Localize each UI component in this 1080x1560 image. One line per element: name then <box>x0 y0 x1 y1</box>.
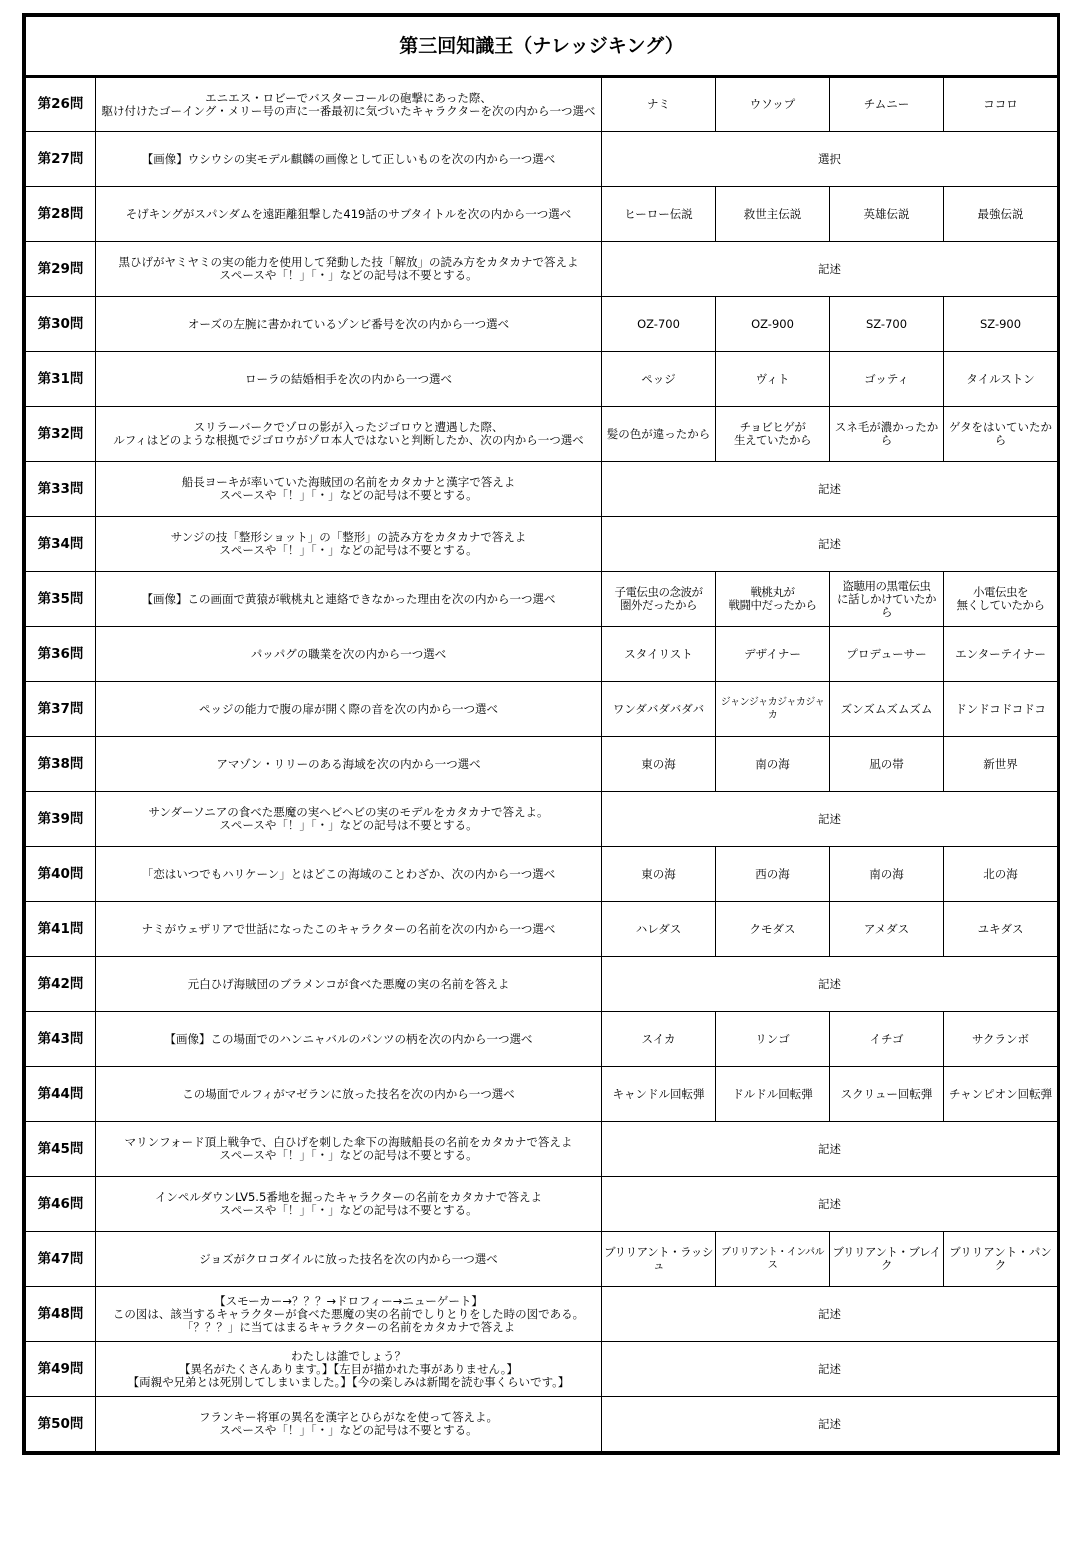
question-text: わたしは誰でしょう？ 【異名がたくさんあります。】【左目が描かれた事がありません。】 【両親や兄弟とは死別してしまいました。】【今の楽しみは新聞を読む事くらいです。】 <box>96 1342 602 1397</box>
question-row <box>26 517 1058 572</box>
answer-option: ブリリアント・ブレイク <box>830 1232 944 1287</box>
answer-option: ジャンジャカジャカジャカ <box>716 682 830 737</box>
answer-option: エンターテイナー <box>944 627 1058 682</box>
question-text: スリラーバークでゾロの影が入ったジゴロウと遭遇した際、 ルフィはどのような根拠でジゴロウがゾロ本人ではないと判断したか、次の内から一つ選べ <box>96 407 602 462</box>
answer-option: デザイナー <box>716 627 830 682</box>
quiz-table <box>25 16 1058 1452</box>
answer-option: ブリリアント・ラッシュ <box>602 1232 716 1287</box>
question-text: 【スモーカー→？？？→ドロフィー→ニューゲート】 この図は、該当するキャラクターが食べた悪魔の実の名前でしりとりをした時の図である。 「？？？」に当てはまるキャラクターの名前をカタカナで答えよ <box>96 1287 602 1342</box>
question-text: マリンフォード頂上戦争で、白ひげを刺した傘下の海賊船長の名前をカタカナで答えよ スペースや「！」「・」などの記号は不要とする。 <box>96 1122 602 1177</box>
answer-option: イチゴ <box>830 1012 944 1067</box>
question-number: 第44問 <box>26 1067 96 1122</box>
answer-option: 戦桃丸が 戦闘中だったから <box>716 572 830 627</box>
answer-format: 記述 <box>602 1122 1058 1177</box>
answer-option: ドルドル回転弾 <box>716 1067 830 1122</box>
question-row <box>26 682 1058 737</box>
question-text: 【画像】ウシウシの実モデル麒麟の画像として正しいものを次の内から一つ選べ <box>96 132 602 187</box>
question-row <box>26 737 1058 792</box>
answer-option: SZ-700 <box>830 297 944 352</box>
answer-option: ブリリアント・パンク <box>944 1232 1058 1287</box>
answer-option: リンゴ <box>716 1012 830 1067</box>
question-row <box>26 957 1058 1012</box>
question-number: 第37問 <box>26 682 96 737</box>
answer-option: ユキダス <box>944 902 1058 957</box>
answer-option: クモダス <box>716 902 830 957</box>
question-row <box>26 1342 1058 1397</box>
answer-format: 記述 <box>602 792 1058 847</box>
question-text: 【画像】この画面で黄猿が戦桃丸と連絡できなかった理由を次の内から一つ選べ <box>96 572 602 627</box>
question-text: 船長ヨーキが率いていた海賊団の名前をカタカナと漢字で答えよ スペースや「！」「・」などの記号は不要とする。 <box>96 462 602 517</box>
question-row <box>26 847 1058 902</box>
answer-option: 子電伝虫の念波が 圏外だったから <box>602 572 716 627</box>
answer-option: ドンドコドコドコ <box>944 682 1058 737</box>
answer-option: 新世界 <box>944 737 1058 792</box>
answer-option: キャンドル回転弾 <box>602 1067 716 1122</box>
answer-option: チョビヒゲが 生えていたから <box>716 407 830 462</box>
question-text: この場面でルフィがマゼランに放った技名を次の内から一つ選べ <box>96 1067 602 1122</box>
question-row <box>26 407 1058 462</box>
question-text: インペルダウンLV5.5番地を掘ったキャラクターの名前をカタカナで答えよ スペースや「！」「・」などの記号は不要とする。 <box>96 1177 602 1232</box>
answer-option: チャンピオン回転弾 <box>944 1067 1058 1122</box>
question-text: 黒ひげがヤミヤミの実の能力を使用して発動した技「解放」の読み方をカタカナで答えよ スペースや「！」「・」などの記号は不要とする。 <box>96 242 602 297</box>
question-number: 第50問 <box>26 1397 96 1452</box>
question-number: 第41問 <box>26 902 96 957</box>
question-text: 【画像】この場面でのハンニャバルのパンツの柄を次の内から一つ選べ <box>96 1012 602 1067</box>
answer-option: 東の海 <box>602 847 716 902</box>
question-row <box>26 1397 1058 1452</box>
question-number: 第32問 <box>26 407 96 462</box>
quiz-sheet <box>22 13 1060 1455</box>
question-text: 「恋はいつでもハリケーン」とはどこの海域のことわざか、次の内から一つ選べ <box>96 847 602 902</box>
question-number: 第43問 <box>26 1012 96 1067</box>
answer-option: 小電伝虫を 無くしていたから <box>944 572 1058 627</box>
question-number: 第28問 <box>26 187 96 242</box>
answer-option: ココロ <box>944 77 1058 132</box>
question-number: 第46問 <box>26 1177 96 1232</box>
question-text: ローラの結婚相手を次の内から一つ選べ <box>96 352 602 407</box>
answer-option: ゴッティ <box>830 352 944 407</box>
question-row <box>26 242 1058 297</box>
question-number: 第42問 <box>26 957 96 1012</box>
answer-option: 最強伝説 <box>944 187 1058 242</box>
question-number: 第30問 <box>26 297 96 352</box>
question-row <box>26 902 1058 957</box>
question-number: 第47問 <box>26 1232 96 1287</box>
question-number: 第31問 <box>26 352 96 407</box>
question-row <box>26 1232 1058 1287</box>
answer-option: ブリリアント・インパルス <box>716 1232 830 1287</box>
answer-option: OZ-900 <box>716 297 830 352</box>
answer-option: 盗聴用の黒電伝虫 に話しかけていたか ら <box>830 572 944 627</box>
answer-option: スタイリスト <box>602 627 716 682</box>
question-row <box>26 462 1058 517</box>
answer-format: 記述 <box>602 242 1058 297</box>
answer-option: スクリュー回転弾 <box>830 1067 944 1122</box>
answer-option: 南の海 <box>830 847 944 902</box>
answer-option: ペッジ <box>602 352 716 407</box>
question-row <box>26 352 1058 407</box>
answer-format: 記述 <box>602 517 1058 572</box>
question-row <box>26 297 1058 352</box>
answer-option: プロデューサー <box>830 627 944 682</box>
answer-option: ワンダバダバダバ <box>602 682 716 737</box>
question-text: サンジの技「整形ショット」の「整形」の読み方をカタカナで答えよ スペースや「！」「・」などの記号は不要とする。 <box>96 517 602 572</box>
question-number: 第27問 <box>26 132 96 187</box>
question-text: そげキングがスパンダムを遠距離狙撃した419話のサブタイトルを次の内から一つ選べ <box>96 187 602 242</box>
question-number: 第35問 <box>26 572 96 627</box>
answer-option: OZ-700 <box>602 297 716 352</box>
question-number: 第39問 <box>26 792 96 847</box>
question-row <box>26 572 1058 627</box>
question-row <box>26 1287 1058 1342</box>
question-row <box>26 1122 1058 1177</box>
question-text: フランキー将軍の異名を漢字とひらがなを使って答えよ。 スペースや「！」「・」などの記号は不要とする。 <box>96 1397 602 1452</box>
answer-format: 選択 <box>602 132 1058 187</box>
question-number: 第34問 <box>26 517 96 572</box>
question-text: エニエス・ロビーでバスターコールの砲撃にあった際、 駆け付けたゴーイング・メリー号の声に一番最初に気づいたキャラクターを次の内から一つ選べ <box>96 77 602 132</box>
answer-option: ヴィト <box>716 352 830 407</box>
answer-format: 記述 <box>602 1397 1058 1452</box>
question-text: ジョズがクロコダイルに放った技名を次の内から一つ選べ <box>96 1232 602 1287</box>
question-text: アマゾン・リリーのある海域を次の内から一つ選べ <box>96 737 602 792</box>
question-text: オーズの左腕に書かれているゾンビ番号を次の内から一つ選べ <box>96 297 602 352</box>
question-text: サンダーソニアの食べた悪魔の実ヘビヘビの実のモデルをカタカナで答えよ。 スペースや「！」「・」などの記号は不要とする。 <box>96 792 602 847</box>
answer-option: ウソップ <box>716 77 830 132</box>
question-number: 第26問 <box>26 77 96 132</box>
answer-format: 記述 <box>602 957 1058 1012</box>
answer-option: ハレダス <box>602 902 716 957</box>
answer-option: スネ毛が濃かったから <box>830 407 944 462</box>
answer-option: ナミ <box>602 77 716 132</box>
answer-option: 凪の帯 <box>830 737 944 792</box>
question-text: ペッジの能力で腹の扉が開く際の音を次の内から一つ選べ <box>96 682 602 737</box>
question-number: 第38問 <box>26 737 96 792</box>
question-row <box>26 132 1058 187</box>
question-text: ナミがウェザリアで世話になったこのキャラクターの名前を次の内から一つ選べ <box>96 902 602 957</box>
answer-option: 英雄伝説 <box>830 187 944 242</box>
question-row <box>26 77 1058 132</box>
question-row <box>26 792 1058 847</box>
question-number: 第33問 <box>26 462 96 517</box>
answer-option: ゲタをはいていたから <box>944 407 1058 462</box>
question-number: 第36問 <box>26 627 96 682</box>
question-number: 第49問 <box>26 1342 96 1397</box>
answer-option: チムニー <box>830 77 944 132</box>
question-text: パッパグの職業を次の内から一つ選べ <box>96 627 602 682</box>
answer-option: アメダス <box>830 902 944 957</box>
answer-format: 記述 <box>602 462 1058 517</box>
answer-format: 記述 <box>602 1177 1058 1232</box>
answer-option: ヒーロー伝説 <box>602 187 716 242</box>
title-row <box>26 17 1058 77</box>
question-row <box>26 1177 1058 1232</box>
page-title: 第三回知識王（ナレッジキング） <box>26 17 1058 77</box>
answer-format: 記述 <box>602 1342 1058 1397</box>
answer-format: 記述 <box>602 1287 1058 1342</box>
question-number: 第48問 <box>26 1287 96 1342</box>
answer-option: 北の海 <box>944 847 1058 902</box>
question-row <box>26 187 1058 242</box>
answer-option: ズンズムズムズム <box>830 682 944 737</box>
question-number: 第29問 <box>26 242 96 297</box>
answer-option: 西の海 <box>716 847 830 902</box>
answer-option: スイカ <box>602 1012 716 1067</box>
question-text: 元白ひげ海賊団のブラメンコが食べた悪魔の実の名前を答えよ <box>96 957 602 1012</box>
question-number: 第40問 <box>26 847 96 902</box>
answer-option: 救世主伝説 <box>716 187 830 242</box>
answer-option: サクランボ <box>944 1012 1058 1067</box>
question-number: 第45問 <box>26 1122 96 1177</box>
answer-option: 髪の色が違ったから <box>602 407 716 462</box>
answer-option: SZ-900 <box>944 297 1058 352</box>
question-row <box>26 1012 1058 1067</box>
answer-option: タイルストン <box>944 352 1058 407</box>
question-row <box>26 627 1058 682</box>
answer-option: 東の海 <box>602 737 716 792</box>
answer-option: 南の海 <box>716 737 830 792</box>
question-row <box>26 1067 1058 1122</box>
